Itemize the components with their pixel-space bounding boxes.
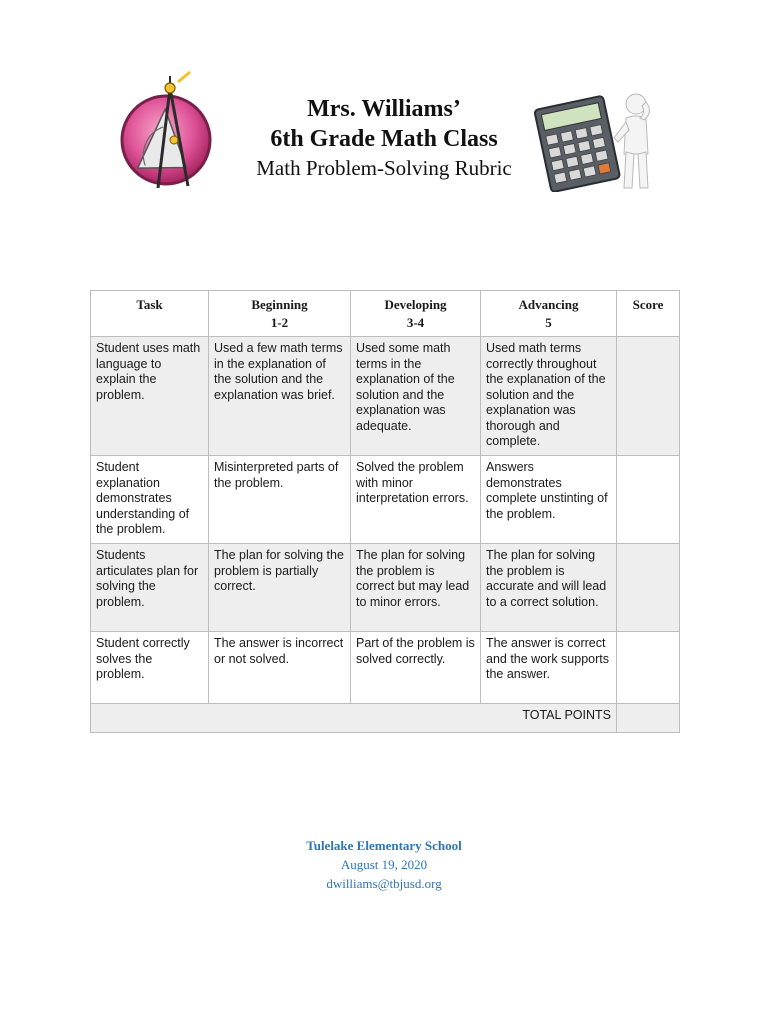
- rubric-table: [90, 290, 680, 733]
- table-row: [91, 632, 680, 704]
- column-header-score: Score: [617, 291, 680, 337]
- score-cell[interactable]: [617, 632, 680, 704]
- title-block: [220, 94, 548, 182]
- total-row: [91, 704, 680, 733]
- task-cell: Student uses math language to explain the problem.: [91, 337, 209, 456]
- contact-email[interactable]: dwilliams@tbjusd.org: [326, 876, 442, 891]
- task-cell: Student correctly solves the problem.: [91, 632, 209, 704]
- calculator-figure-icon: [532, 88, 662, 192]
- score-cell[interactable]: [617, 337, 680, 456]
- task-cell: Student explanation demonstrates understanding of the problem.: [91, 456, 209, 544]
- advancing-cell: The answer is correct and the work supports the answer.: [481, 632, 617, 704]
- developing-cell: Solved the problem with minor interpretation errors.: [351, 456, 481, 544]
- beginning-cell: Misinterpreted parts of the problem.: [209, 456, 351, 544]
- developing-cell: The plan for solving the problem is correct but may lead to minor errors.: [351, 544, 481, 632]
- developing-cell: Used some math terms in the explanation of the solution and the explanation was adequate.: [351, 337, 481, 456]
- column-header-task: Task: [91, 291, 209, 337]
- compass-protractor-icon: [118, 68, 218, 198]
- school-name: Tulelake Elementary School: [306, 838, 462, 853]
- advancing-cell: Answers demonstrates complete unstinting of the problem.: [481, 456, 617, 544]
- table-row: [91, 337, 680, 456]
- advancing-cell: The plan for solving the problem is accurate and will lead to a correct solution.: [481, 544, 617, 632]
- advancing-cell: Used math terms correctly throughout the explanation of the solution and the explanation was thorough and complete.: [481, 337, 617, 456]
- column-header-beginning: Beginning 1-2: [209, 291, 351, 337]
- column-header-advancing: Advancing 5: [481, 291, 617, 337]
- teacher-title: Mrs. Williams’: [307, 96, 461, 122]
- total-points-label: TOTAL POINTS: [91, 704, 617, 733]
- task-cell: Students articulates plan for solving the problem.: [91, 544, 209, 632]
- table-header-row: [91, 291, 680, 337]
- rubric-title: Math Problem-Solving Rubric: [256, 156, 512, 180]
- developing-cell: Part of the problem is solved correctly.: [351, 632, 481, 704]
- beginning-cell: Used a few math terms in the explanation of the solution and the explanation was brief.: [209, 337, 351, 456]
- beginning-cell: The plan for solving the problem is partially correct.: [209, 544, 351, 632]
- beginning-cell: The answer is incorrect or not solved.: [209, 632, 351, 704]
- document-date: August 19, 2020: [340, 857, 428, 872]
- table-row: [91, 456, 680, 544]
- document-header: [0, 0, 768, 210]
- score-cell[interactable]: [617, 456, 680, 544]
- column-header-developing: Developing 3-4: [351, 291, 481, 337]
- class-title: 6th Grade Math Class: [270, 126, 498, 152]
- score-cell[interactable]: [617, 544, 680, 632]
- table-row: [91, 544, 680, 632]
- document-footer: [0, 836, 768, 893]
- total-points-value[interactable]: [617, 704, 680, 733]
